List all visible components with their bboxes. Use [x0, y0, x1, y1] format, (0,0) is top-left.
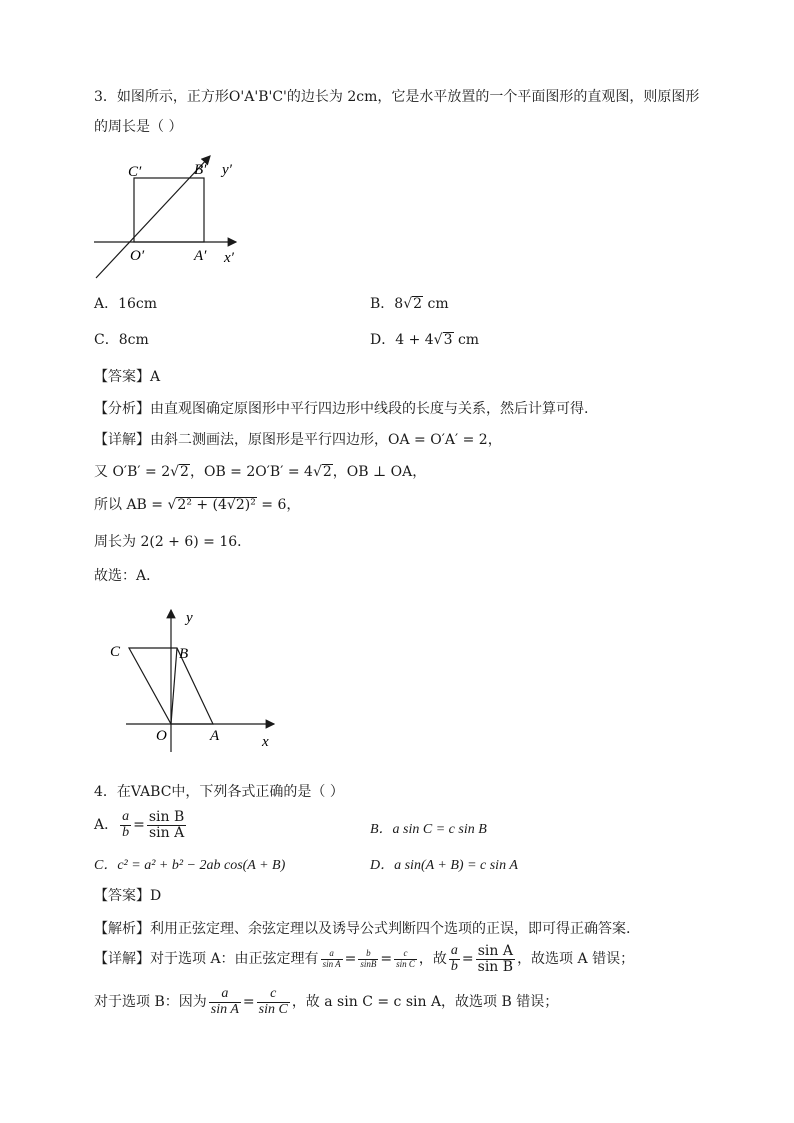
answer-value: A — [150, 369, 161, 385]
detail-text: ，故 a sin C = c sin A，故选项 B 错误； — [291, 994, 559, 1011]
analysis-text: 利用正弦定理、余弦定理以及诱导公式判断四个选项的正误，即可得正确答案. — [150, 921, 631, 937]
fraction: $\frac{c}{\text{sin C}}$ — [396, 948, 415, 969]
q3-option-b-unit: cm — [427, 296, 449, 312]
label-y: y — [186, 610, 193, 626]
q3-option-d-radicand: 3 — [443, 332, 453, 348]
label-o: O′ — [130, 248, 145, 264]
q3-figure-original — [100, 604, 290, 754]
q3-detail-4: 周长为 2(2 + 6) = 16． — [94, 534, 252, 550]
detail-2a: 又 O′B′ = 2 — [94, 464, 171, 480]
fraction: $\frac{a}{b}$ — [122, 809, 130, 840]
radical-sign: √ — [170, 464, 180, 480]
detail-text: 对于选项 B：因为 — [94, 994, 207, 1011]
q4-option-b: B．a sin C = c sin B — [370, 822, 487, 837]
detail-text: 对于选项 A：由正弦定理有 — [150, 951, 319, 968]
q3-detail-3 — [94, 494, 300, 514]
q4-option-a-prefix: A． — [94, 817, 119, 834]
q3-option-d-unit: cm — [457, 332, 480, 348]
radicand: 2 — [180, 464, 189, 480]
q3-option-a: A．16cm — [94, 296, 158, 312]
label-b: B′ — [194, 162, 207, 178]
q3-analysis — [94, 398, 588, 418]
detail-3-radicand: 2² + (4√2)² — [177, 497, 256, 513]
radical-sign: √ — [433, 332, 443, 348]
q4-option-d: D．a sin(A + B) = c sin A — [370, 858, 518, 873]
label-b: B — [179, 646, 189, 662]
q3-option-b — [370, 293, 449, 313]
q3-answer — [94, 366, 160, 386]
q3-detail-5: 故选：A． — [94, 568, 161, 584]
q3-stem-line1: 3．如图所示，正方形O'A'B'C'的边长为 2cm，它是水平放置的一个平面图形的直观图，则原图形 — [94, 89, 700, 105]
q4-analysis — [94, 918, 630, 938]
radicand: 2 — [322, 464, 332, 480]
detail-2b: ，OB = 2O′B′ = 4 — [189, 464, 313, 480]
radical-sign: √ — [312, 464, 322, 480]
label-c: C — [110, 644, 121, 660]
answer-tag: 【答案】 — [94, 888, 150, 904]
answer-tag: 【答案】 — [94, 369, 150, 385]
q3-detail-2 — [94, 461, 426, 481]
label-o: O — [156, 728, 167, 744]
label-a: A′ — [194, 248, 207, 264]
radical-sign: √ — [403, 296, 413, 312]
detail-text: 由斜二测画法，原图形是平行四边形，OA = O′A′ = 2， — [150, 432, 502, 448]
fraction: $\frac{\text{sin A}}{\text{sin B}}$ — [477, 943, 514, 975]
q3-option-d — [370, 329, 479, 349]
detail-text: ，故 — [418, 951, 447, 968]
radical-sign: √ — [167, 497, 177, 513]
segment-ob — [171, 648, 177, 724]
q3-option-c: C．8cm — [94, 332, 149, 348]
q4-answer — [94, 885, 161, 905]
analysis-text: 由直观图确定原图形中平行四边形中线段的长度与关系，然后计算可得. — [150, 401, 589, 417]
detail-tag: 【详解】 — [94, 951, 150, 968]
label-x: x — [262, 734, 269, 750]
label-a: A — [210, 728, 220, 744]
q3-option-b-radicand: 2 — [413, 296, 423, 312]
fraction: $\frac{a}{b}$ — [450, 943, 458, 974]
detail-3c: = 6， — [256, 497, 301, 513]
q3-option-b-prefix: B．8 — [370, 296, 404, 312]
label-y: y′ — [222, 162, 232, 178]
q4-option-c: C．c² = a² + b² − 2ab cos(A + B) — [94, 858, 286, 873]
fraction: $\frac{\text{sin B}}{\text{sin A}}$ — [148, 809, 185, 841]
q4-option-a: A． $\frac{a}{b}$ = $\frac{\text{sin B}}{\text{sin A}}$ — [94, 809, 185, 841]
fraction: $\frac{a}{\text{sin A}}$ — [210, 986, 239, 1017]
label-c: C′ — [128, 164, 142, 180]
q3-figure-oblique — [90, 152, 250, 280]
fraction: $\frac{b}{\sin B}$ — [360, 948, 377, 969]
label-x: x′ — [224, 250, 234, 266]
detail-3a: 所以 AB = — [94, 497, 168, 513]
answer-value: D — [150, 888, 162, 904]
q3-stem-line2: 的周长是（ ） — [94, 119, 183, 135]
detail-text: ，故选项 A 错误； — [517, 951, 635, 968]
fraction: $\frac{c}{\text{sin C}}$ — [258, 986, 288, 1017]
q4-detail-1: 【详解】对于选项 A：由正弦定理有 $\frac{a}{\text{sin A}}$ = $\frac{b}{\sin B}$ = $\frac{c}{\text{sin C}}$ ，故 $\frac{a}{b}$ = $\frac{\text{sin A}}{\text{sin B}}$ ，故选项 A 错误； — [94, 943, 635, 975]
square-oabc — [134, 178, 204, 242]
analysis-tag: 【解析】 — [94, 921, 150, 937]
detail-2c: ，OB ⊥ OA， — [332, 464, 427, 480]
q3-option-d-prefix: D．4 + 4 — [370, 332, 434, 348]
fraction: $\frac{a}{\text{sin A}}$ — [322, 948, 341, 969]
analysis-tag: 【分析】 — [94, 401, 150, 417]
q4-detail-2: 对于选项 B：因为 $\frac{a}{\text{sin A}}$ = $\frac{c}{\text{sin C}}$ ，故 a sin C = c sin A，故选项 B 错误； — [94, 986, 559, 1017]
q4-stem: 4．在VABC中，下列各式正确的是（ ） — [94, 784, 344, 800]
y-axis — [96, 156, 210, 278]
q3-detail-1 — [94, 429, 502, 449]
detail-tag: 【详解】 — [94, 432, 150, 448]
